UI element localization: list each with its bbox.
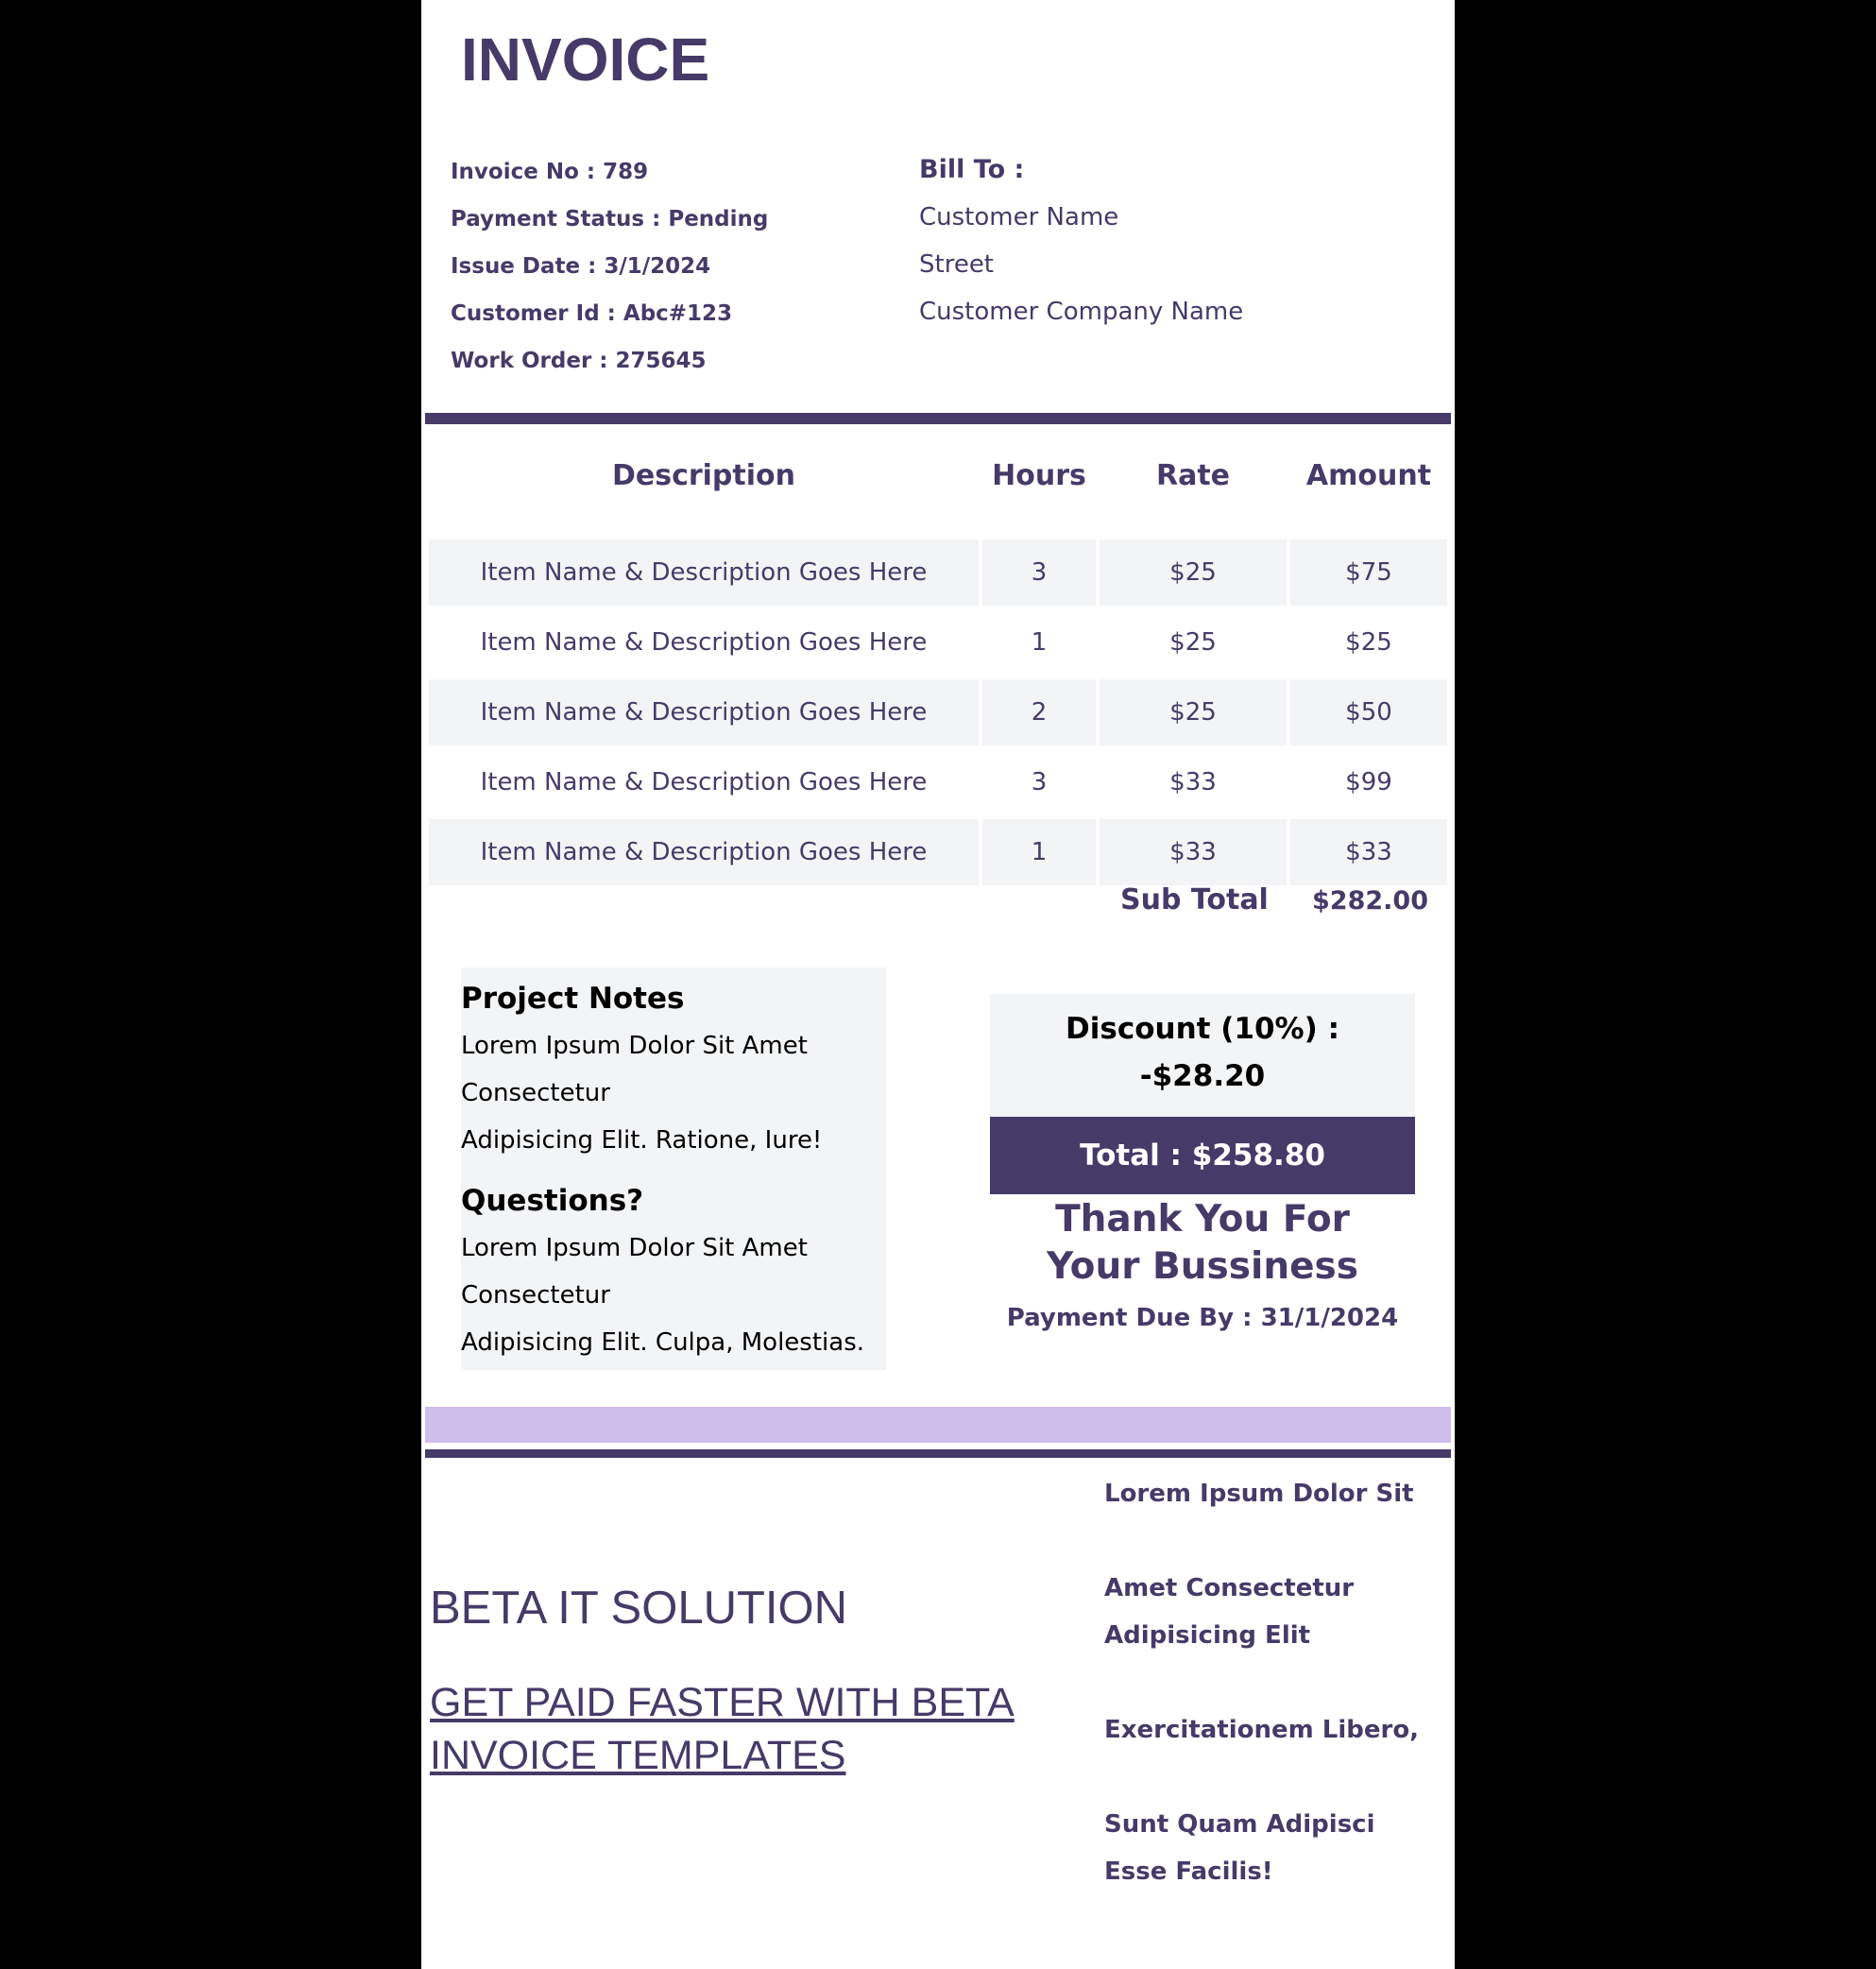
footer-band (425, 1407, 1451, 1443)
customer-street: Street (919, 250, 995, 279)
payment-due: Payment Due By : 31/1/2024 (1006, 1304, 1399, 1332)
items-table (425, 442, 1451, 889)
row-hours: 3 (1031, 768, 1048, 796)
company-name: BETA IT SOLUTION (430, 1583, 848, 1634)
questions-line: Consectetur (461, 1281, 610, 1310)
footer-line: Amet Consectetur (1104, 1574, 1355, 1602)
work-order: Work Order : 275645 (451, 349, 707, 373)
footer-lorem (1104, 1470, 1419, 1895)
subtotal-label: Sub Total (1120, 883, 1269, 916)
questions-title: Questions? (461, 1184, 644, 1218)
footer-spacer (1104, 1517, 1419, 1565)
footer-spacer (1104, 1754, 1419, 1801)
payment-status: Payment Status : Pending (451, 207, 769, 231)
table-row (429, 749, 1447, 815)
total-box: Total : $258.80 (990, 1117, 1415, 1194)
footer-line: Esse Facilis! (1104, 1858, 1273, 1886)
table-row (429, 679, 1447, 745)
row-amount: $99 (1345, 768, 1392, 796)
project-notes-line: Consectetur (461, 1079, 610, 1107)
project-notes-box (461, 967, 886, 1370)
footer-line: Lorem Ipsum Dolor Sit (1104, 1480, 1414, 1508)
bill-to-title: Bill To : (919, 155, 1025, 184)
footer-spacer (1104, 1659, 1419, 1706)
row-description: Item Name & Description Goes Here (429, 539, 979, 606)
table-row (429, 609, 1447, 676)
footer-line: Exercitationem Libero, (1104, 1716, 1420, 1744)
header-hours: Hours (992, 459, 1086, 492)
footer-divider (425, 1449, 1451, 1458)
customer-company: Customer Company Name (919, 298, 1244, 326)
row-amount: $25 (1345, 628, 1392, 657)
row-hours: 3 (982, 539, 1096, 606)
questions-line: Lorem Ipsum Dolor Sit Amet (461, 1234, 808, 1262)
discount-value: -$28.20 (1139, 1059, 1266, 1093)
invoice-page (421, 0, 1455, 1969)
discount-label: Discount (10%) : (1066, 1012, 1339, 1046)
invoice-title: INVOICE (461, 26, 710, 94)
header-rate: Rate (1155, 459, 1231, 492)
invoice-number: Invoice No : 789 (451, 160, 649, 184)
row-description: Item Name & Description Goes Here (480, 628, 928, 657)
row-hours: 1 (1031, 628, 1048, 657)
row-description: Item Name & Description Goes Here (429, 679, 979, 745)
footer-line: Sunt Quam Adipisci (1104, 1810, 1375, 1839)
issue-date: Issue Date : 3/1/2024 (451, 254, 711, 279)
row-amount: $50 (1290, 679, 1447, 745)
table-row (429, 539, 1447, 606)
row-rate: $33 (1100, 819, 1287, 885)
discount-box (990, 994, 1415, 1117)
thank-you-message (990, 1196, 1415, 1291)
table-row (429, 819, 1447, 885)
row-description: Item Name & Description Goes Here (429, 819, 979, 885)
subtotal-value: $282.00 (1312, 886, 1428, 916)
customer-id: Customer Id : Abc#123 (451, 301, 733, 326)
header-amount: Amount (1305, 459, 1432, 492)
row-description: Item Name & Description Goes Here (480, 768, 928, 796)
row-hours: 2 (982, 679, 1096, 745)
header-description: Description (611, 459, 796, 492)
thank-you-line: Your Bussiness (1047, 1245, 1358, 1288)
row-rate: $25 (1100, 679, 1287, 745)
questions-line: Adipisicing Elit. Culpa, Molestias. (461, 1328, 865, 1357)
row-rate: $25 (1169, 628, 1217, 657)
table-header-row (429, 446, 1447, 536)
row-rate: $25 (1100, 539, 1287, 606)
invoice-meta (451, 153, 768, 389)
footer-line: Adipisicing Elit (1104, 1621, 1311, 1650)
row-amount: $75 (1290, 539, 1447, 606)
cta-link[interactable]: GET PAID FASTER WITH BETA INVOICE TEMPLATES (430, 1680, 1015, 1778)
project-notes-title: Project Notes (461, 982, 685, 1016)
row-hours: 1 (982, 819, 1096, 885)
customer-name: Customer Name (919, 203, 1119, 231)
project-notes-line: Adipisicing Elit. Ratione, Iure! (461, 1126, 823, 1155)
row-amount: $33 (1290, 819, 1447, 885)
header-divider (425, 413, 1451, 424)
thank-you-line: Thank You For (1055, 1198, 1350, 1241)
row-rate: $33 (1169, 768, 1217, 796)
bill-to (919, 151, 1243, 340)
project-notes-line: Lorem Ipsum Dolor Sit Amet (461, 1032, 808, 1060)
